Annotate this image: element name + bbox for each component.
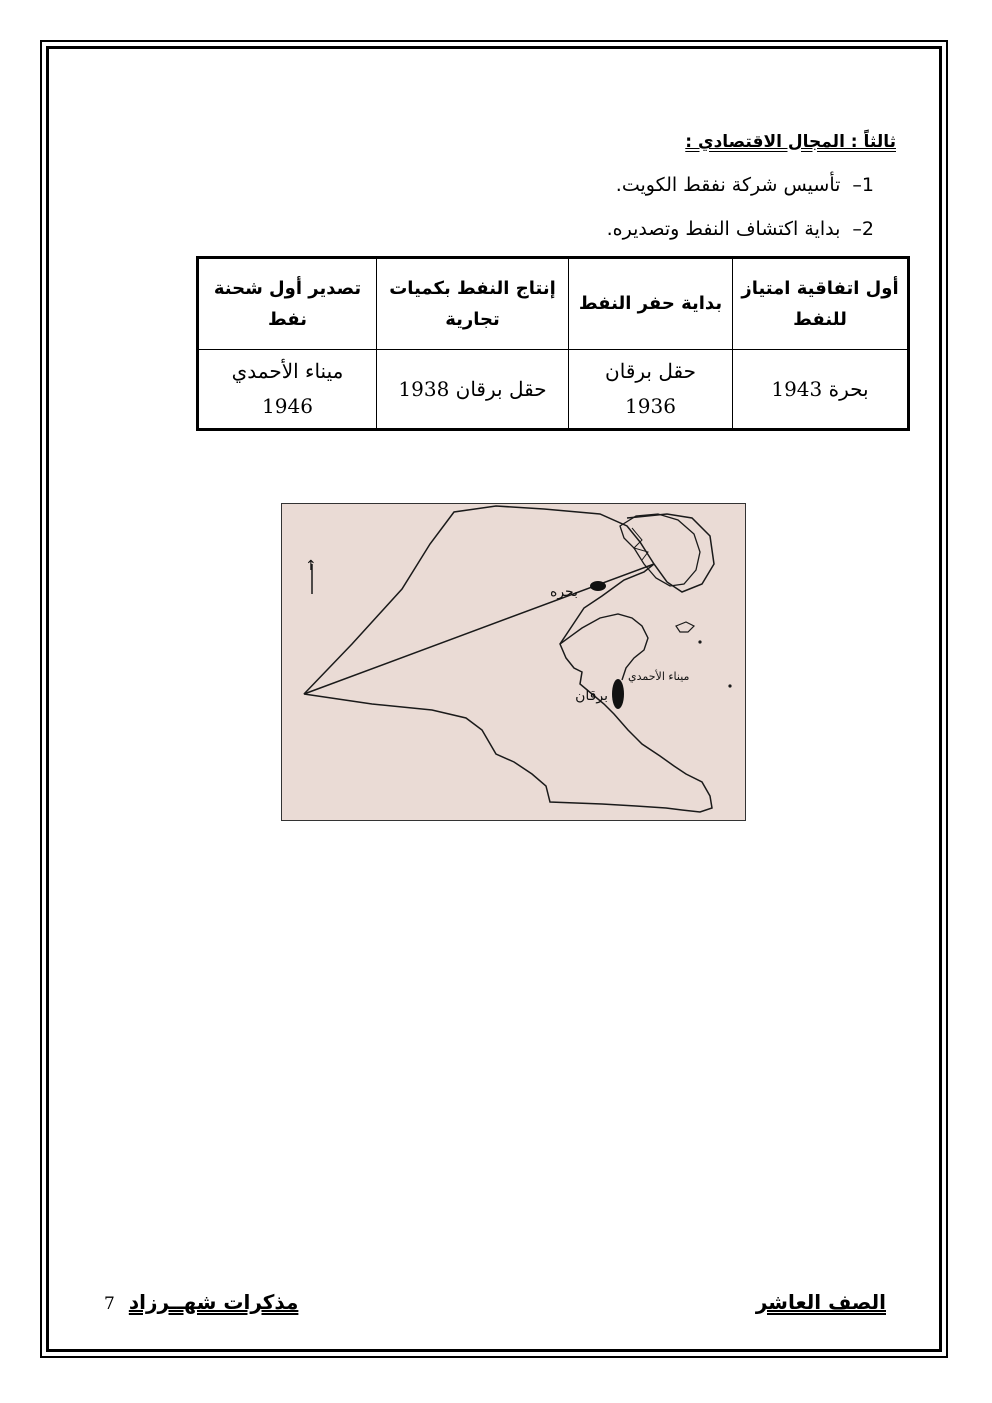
failaka-island [676, 622, 694, 632]
bahra-label: بحره [550, 584, 578, 600]
list-item-2 [607, 218, 874, 240]
kuwait-map [281, 503, 746, 821]
burgan-label: برقان [575, 688, 608, 704]
bubiyan-channel [632, 528, 648, 560]
north-arrow-icon: ↑ [305, 558, 317, 574]
list-item-text: تأسيس شركة نفقط الكويت. [615, 174, 841, 196]
table-header-cell: تصدير أول شحنة نفط [198, 258, 377, 350]
kuwait-border-outline [304, 506, 714, 694]
burgan-marker [612, 679, 624, 709]
list-item-number: 1– [852, 174, 874, 196]
bubiyan-island [620, 514, 700, 586]
table-header-cell: أول اتفاقية امتياز للنفط [733, 258, 909, 350]
table-cell: بحرة 1943 [733, 350, 909, 430]
list-item-number: 2– [852, 218, 874, 240]
table-cell: ميناء الأحمدي 1946 [198, 350, 377, 430]
page-number: 7 [104, 1294, 115, 1314]
section-heading: ثالثاً : المجال الاقتصادي : [685, 132, 896, 152]
footer-grade-title: الصف العاشر [755, 1290, 886, 1314]
footer-left [104, 1290, 298, 1314]
table-header-cell: بداية حفر النفط [569, 258, 733, 350]
small-island [728, 684, 731, 687]
table-cell: حقل برقان 1938 [377, 350, 569, 430]
footer-notes-title: مذكرات شهــرزاد [128, 1290, 299, 1314]
kuwait-border-outline [304, 564, 712, 812]
table-row [198, 350, 909, 430]
table-cell: حقل برقان 1936 [569, 350, 733, 430]
table-header-cell: إنتاج النفط بكميات تجارية [377, 258, 569, 350]
oil-history-table [196, 256, 910, 431]
ahmadi-label: ميناء الأحمدي [628, 670, 690, 683]
table-header-row [198, 258, 909, 350]
bahra-marker [590, 581, 606, 591]
list-item-1 [616, 174, 874, 196]
list-item-text: بداية اكتشاف النفط وتصديره. [606, 218, 841, 240]
small-island [698, 640, 701, 643]
